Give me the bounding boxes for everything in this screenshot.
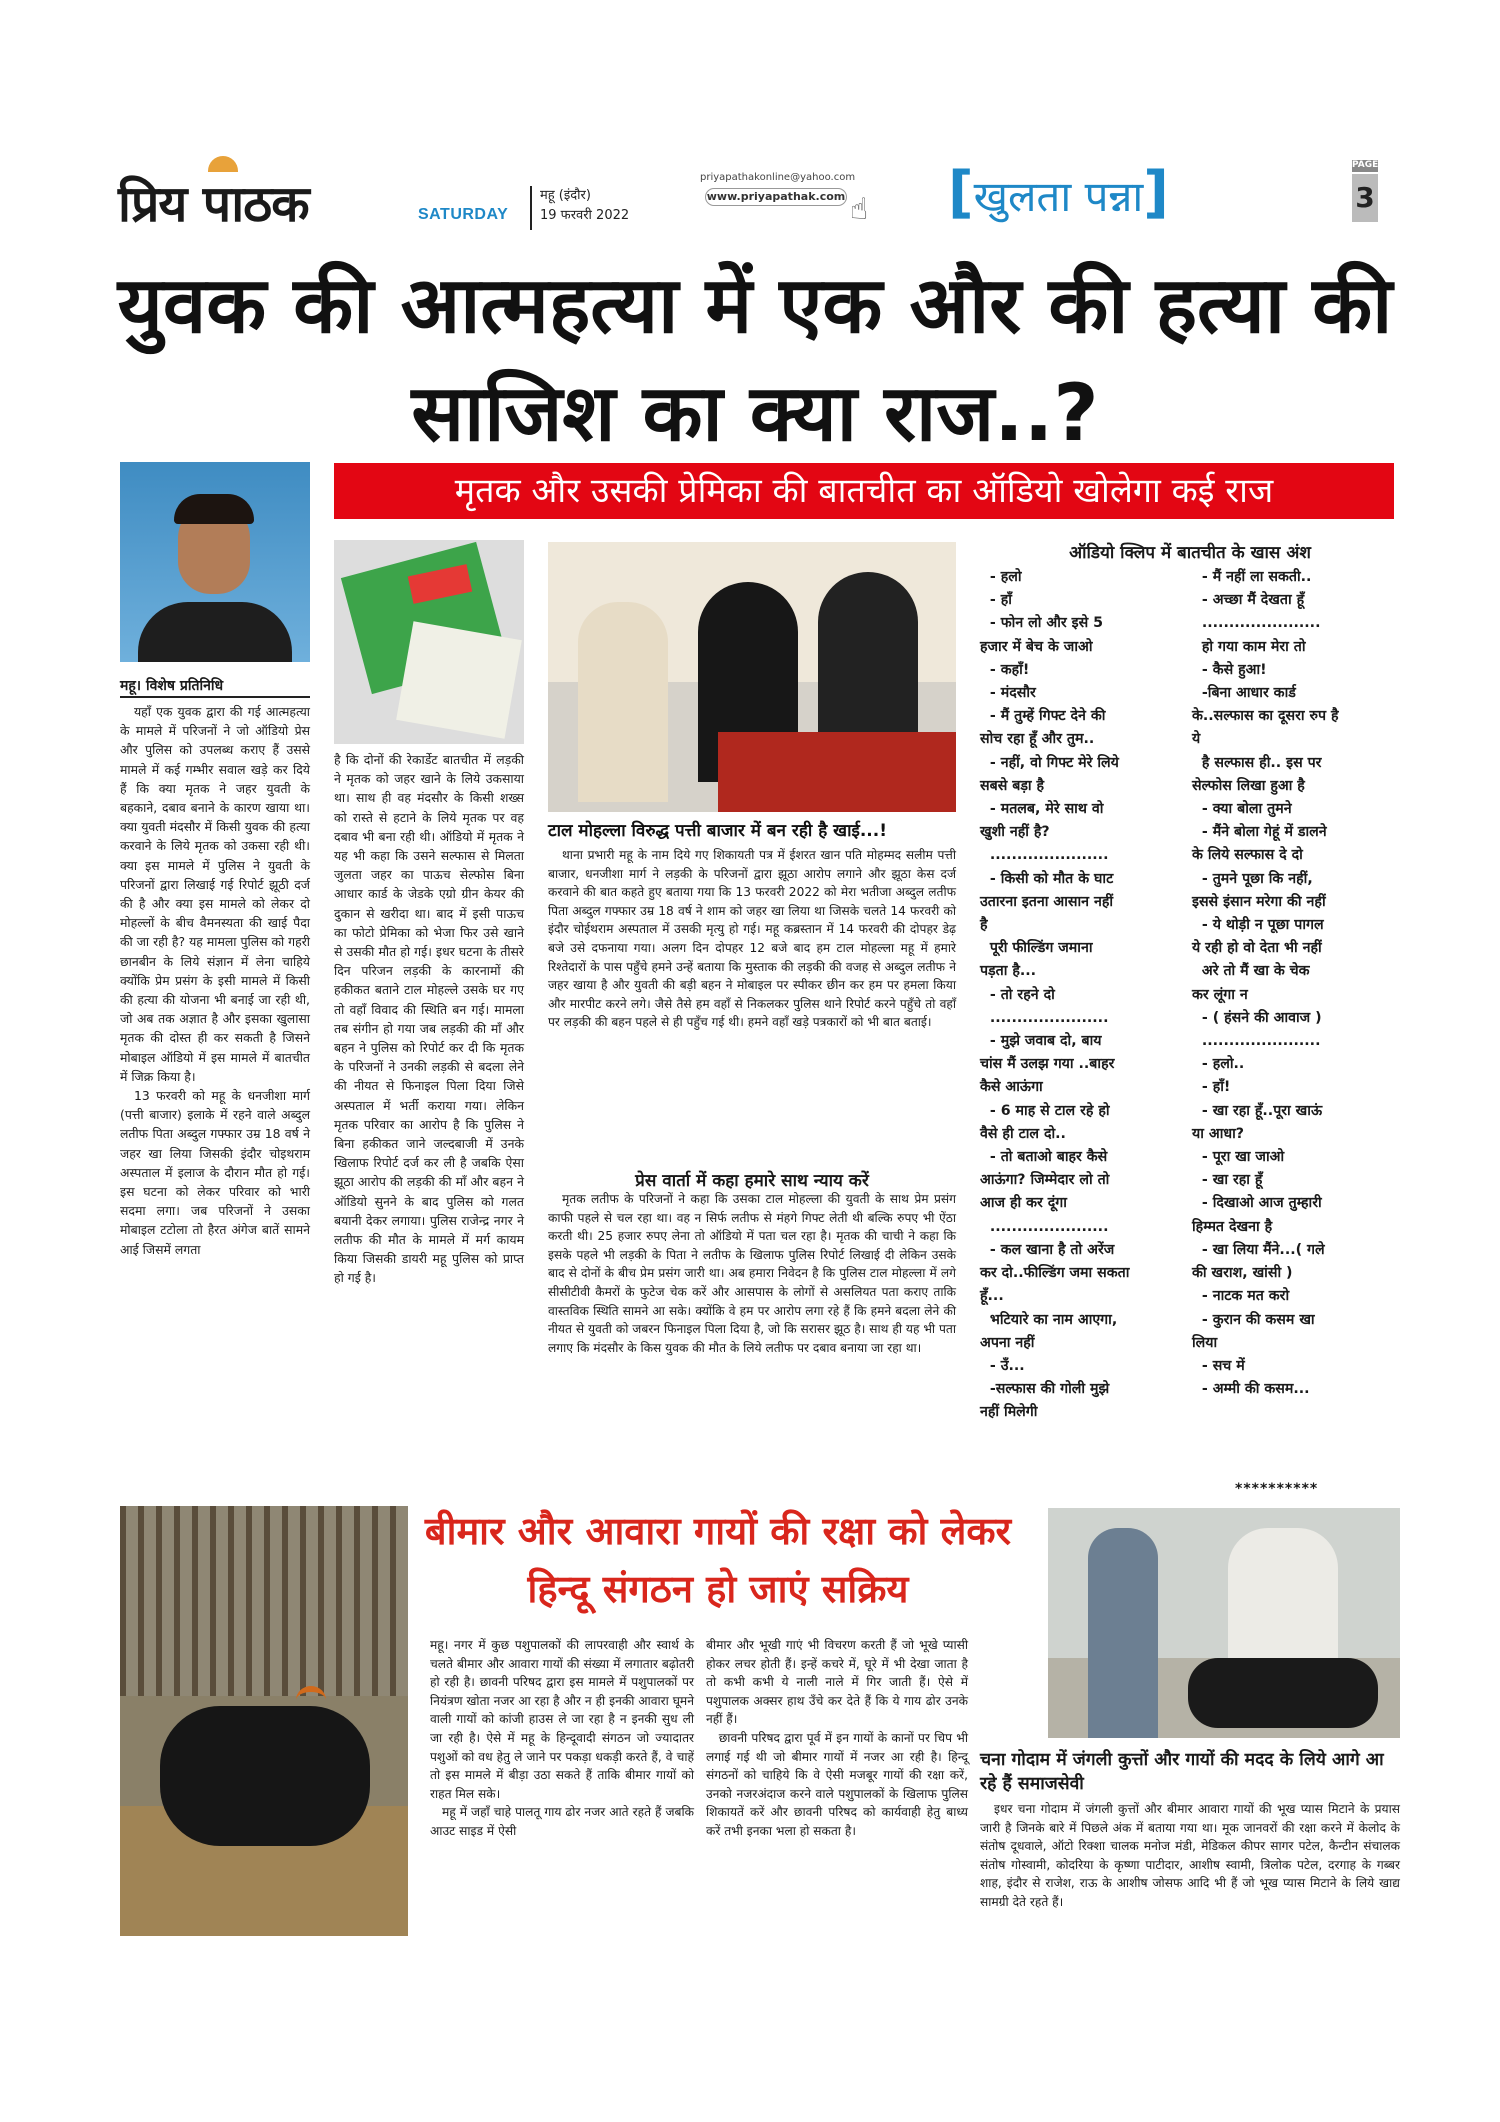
divider <box>530 186 532 230</box>
dateline <box>540 186 629 226</box>
cow-story-headline: बीमार और आवारा गायों की रक्षा को लेकर हिन्दू संगठन हो जाएं सक्रिय <box>424 1509 1012 1611</box>
photo-caption: टाल मोहल्ला विरुद्ध पत्ती बाजार में बन रही है खाई...! <box>548 821 887 841</box>
lead-subheadline: मृतक और उसकी प्रेमिका की बातचीत का ऑडियो खोलेगा कई राज <box>334 463 1394 519</box>
section-label: खुलता पन्ना <box>973 172 1144 221</box>
lead-headline: युवक की आत्महत्या में एक और की हत्या की साजिश का क्या राज..? <box>117 261 1393 459</box>
audio-clip-title: ऑडियो क्लिप में बातचीत के खास अंश <box>1069 543 1311 563</box>
lead-column-2 <box>334 750 524 1288</box>
cow-photo <box>120 1506 408 1936</box>
place: महू (इंदौर) <box>540 188 591 203</box>
paragraph: है कि दोनों की रेकार्डेट बातचीत में लड़की ने मृतक को जहर खाने के लिये उकसाया था। साथ ही वह मंदसौर के किसी शख्स को रास्ते से हटाने के लिये मृतक पर वह दबाव भी बना रही थी। ऑडियो में मृतक ने यह भी कहा कि उसने सल्फास से मिलता जुलता जहर का पाऊच सेल्फोस बिना आधार कार्ड के जेडके एग्रो ग्रीन केयर की दुकान से खरीदा था। बाद में इसी पाऊच का फोटो प्रेमिका को भेजा फिर उसे खाने से उसकी मौत हो गई। इधर घटना के तीसरे दिन परिजन लड़की के कारनामों की हकीकत बताने टाल मोहल्ले उसके घर गए तो वहाँ विवाद की स्थिति बन गई। मामला तब संगीन हो गया जब लड़की की माँ और बहन ने पुलिस को रिपोर्ट कर दी कि मृतक के परिजनों ने उनकी लड़की से बदला लेने की नीयत से फिनाइल पिला दिया जिसे अस्पताल में भर्ती कराया गया। लेकिन मृतक परिवार का आरोप है कि पुलिस ने बिना हकीकत जाने जल्दबाजी में उनके खिलाफ रिपोर्ट दर्ज कर ली है जबकि ऐसा झूठा आरोप की लड़की की माँ और बहन ने ऑडियो सुनने के बाद पुलिस को गलत बयानी देकर लगाया। पुलिस राजेन्द्र नगर ने लतीफ की मौत के मामले में मर्ग कायम किया जिसकी डायरी महू पुलिस को प्राप्त हो गई है। <box>334 752 524 1286</box>
paragraph: मृतक लतीफ के परिजनों ने कहा कि उसका टाल मोहल्ला की युवती के साथ प्रेम प्रसंग काफी पहले से चल रहा था। वह न सिर्फ लतीफ से मंहगे गिफ्ट लेती थी बल्कि रुपए भी ऐंठा करती थी। 25 हजार रुपए लेना तो ऑडियो में पता चल रहा है। मृतक की चाची ने कहा कि इसके पहले भी लड़की के पिता ने लतीफ के खिलाफ पुलिस रिपोर्ट लिखाई दी लेकिन उसके बाद से दोनों के बीच प्रेम प्रसंग जारी था। अब हमारा निवेदन है कि पुलिस टाल मोहल्ला में लगे सीसीटीवी कैमरों के फुटेज चेक करें और आसपास के लोगों से असलियत पता कराए ताकि वास्तविक स्थिति सामने आ सके। क्योंकि वे हम पर आरोप लगा रहे हैं कि हमने बदला लेने की नीयत से युवती को जबरन फिनाइल पिला दिया है, जो कि सरासर झूठ है। साथ ही यह भी पता लगाए कि मंदसौर के किस युवक की मौत के लिये लतीफ पर दबाव बनाया जा रहा था। <box>548 1192 956 1355</box>
paragraph: महू। नगर में कुछ पशुपालकों की लापरवाही और स्वार्थ के चलते बीमार और आवारा गायों की संख्या में लगातार बढ़ोतरी हो रही है। छावनी परिषद द्वारा इस मामले में पशुपालकों पर नियंत्रण खोता नजर आ रहा है और न ही इनकी आवारा घूमने वाली गायों को कांजी हाउस ले जा रहा है न इनकी सुध ली जा रही है। ऐसे में महू के हिन्दूवादी संगठन जो ज्यादातर पशुओं को वध हेतु ले जाने पर पकड़ा धकड़ी करते हैं, वे चाहें तो इस मामले में बीड़ा उठा सकते हैं ताकि बीमार गायों को राहत मिल सके। महू में जहाँ चाहे पालतू गाय ढोर नजर आते रहते हैं जबकि आउट साइड में ऐसी <box>430 1638 695 1838</box>
byline-rule <box>120 696 310 698</box>
audio-transcript-right <box>1192 566 1402 1401</box>
press-subheading: प्रेस वार्ता में कहा हमारे साथ न्याय करें <box>635 1171 869 1191</box>
poison-packet-photo <box>334 540 524 744</box>
section-tag: [खुलता पन्ना] <box>948 160 1169 225</box>
lead-column-1 <box>120 702 310 1259</box>
dog-story-headline: चना गोदाम में जंगली कुत्तों और गायों की मदद के लिये आगे आ रहे हैं समाजसेवी <box>980 1750 1384 1794</box>
paragraph: बीमार और भूखी गाएं भी विचरण करती हैं जो भूखे प्यासी होकर लचर होती हैं। इन्हें कचरे में, घूरे में भी देखा जाता है तो कभी कभी ये नाली नाले में गिर जाती हैं। ऐसे में पशुपालक अक्सर हाथ उँचे कर देते हैं कि ये गाय ढोर उनके नहीं हैं। छावनी परिषद द्वारा पूर्व में इन गायों के कानों पर चिप भी लगाई गई थी जो बीमार गायों में नजर आ रही है। हिन्दू संगठनों को चाहिये कि वे ऐसी मजबूर गायों की रक्षा करें, उनको नजरअंदाज करने वाले पशुपालकों के खिलाफ पुलिस शिकायतें करें और छावनी परिषद को कार्यवाही हेतु बाध्य करें तभी इनका भला हो सकता है। <box>706 1638 968 1838</box>
page-label: PAGE <box>1352 160 1379 170</box>
weekday: SATURDAY <box>418 206 509 223</box>
feeding-animals-photo <box>1048 1508 1400 1738</box>
newspaper-logo: प्रिय पाठक <box>118 174 309 233</box>
cow-story-column-1 <box>430 1636 694 1841</box>
transcript-text: - हलो - हाँ - फोन लो और इसे 5 हजार में बेच के जाओ - कहाँ! - मंदसौर - मैं तुम्हें गिफ्ट देने की सोच रहा हूँ और तुम.. - नहीं, वो गिफ्ट मेरे लिये सबसे बड़ा है - मतलब, मेरे साथ वो खुशी नहीं है? ...................... - किसी को मौत के घाट उतारना इतना आसान नहीं है पूरी फील्डिंग जमाना पड़ता है... - तो रहने दो ...................... - मुझे जवाब दो, बाय चांस मैं उलझ गया ..बाहर कैसे आऊंगा - 6 माह से टाल रहे हो वैसे ही टाल दो.. - तो बताओ बाहर कैसे आऊंगा? जिम्मेदार लो तो आज ही कर दूंगा ...................... - कल खाना है तो अरेंज कर दो..फील्डिंग जमा सकता हूँ... भटियारे का नाम आएगा, अपना नहीं - उँ... -सल्फास की गोली मुझे नहीं मिलेगी <box>980 569 1130 1421</box>
paragraph: यहाँ एक युवक द्वारा की गई आत्महत्या के मामले में परिजनों ने जो ऑडियो प्रेस और पुलिस को उपलब्ध कराए हैं उससे मामले में कई गम्भीर सवाल खड़े कर दिये हैं कि क्या मृतक ने जहर युवती के बहकाने, दबाव बनाने के कारण खाया था। क्या युवती मंदसौर में किसी युवक की हत्या करवाने के लिये मृतक को उकसा रही थी। क्या इस मामले में पुलिस ने युवती के परिजनों द्वारा लिखाई गई रिपोर्ट झूठी दर्ज की है और क्या इस मामले को लेकर दो मोहल्लों के बीच वैमनस्यता की खाई पैदा की जा रही है? यह मामला पुलिस को गहरी छानबीन के लिये संज्ञान में लेना चाहिये क्योंकि प्रेम प्रसंग के इसी मामले में किसी की हत्या की योजना भी बनाई जा रही थी, जो अब तक अज्ञात है और इसका खुलासा मृतक की दोस्त ही कर सकती है जिसने मोबाइल ऑडियो में इस मामले में बातचीत में जिक्र किया है। <box>120 704 310 1084</box>
dog-story-body <box>980 1800 1400 1912</box>
paragraph: इधर चना गोदाम में जंगली कुत्तों और बीमार आवारा गायों की भूख प्यास मिटाने के प्रयास जारी है जिनके बारे में पिछले अंक में बताया गया था। मूक जानवरों की रक्षा करने में केलोद के संतोष दूधवाले, ऑटो रिक्शा चालक मनोज मंडी, मेडिकल कीपर सागर पटेल, कैन्टीन संचालक संतोष गोस्वामी, कोदरिया के कृष्णा पाटीदार, आशीष स्वामी, त्रिलोक पटेल, दरगाह के गब्बर शाह, इंदौर से राजेश, राऊ के आशीष जोसफ आदि भी हैं जो भूख प्यास मिटाने के लिये खाद्य सामग्री देते रहते हैं। <box>980 1802 1400 1909</box>
page-number: 3 <box>1352 174 1378 222</box>
reporter-photo <box>120 462 310 662</box>
email[interactable]: priyapathakonline@yahoo.com <box>700 172 856 183</box>
byline: महू। विशेष प्रतिनिधि <box>120 678 224 694</box>
paragraph: 13 फरवरी को महू के धनजीशा मार्ग (पत्ती बाजार) इलाके में रहने वाले अब्दुल लतीफ पिता अब्दुल गफ्फार उम्र 18 वर्ष ने जहर खा लिया जिसकी इंदौर चोइथराम अस्पताल में इलाज के दौरान मौत हो गई। इस घटना को लेकर परिवार को भारी सदमा लगा। जब परिजनों ने उसका मोबाइल टटोला तो हैरत अंगेज बातें सामने आई जिसमें लगता <box>120 1088 310 1257</box>
paragraph: थाना प्रभारी महू के नाम दिये गए शिकायती पत्र में ईशरत खान पति मोहम्मद सलीम पत्ती बाजार, धनजीशा मार्ग ने लड़की के परिजनों द्वारा झूठा आरोप लगाने और झूठा केस दर्ज करवाने की बात कहते हुए बताया गया कि 13 फरवरी 2022 को मेरा भतीजा अब्दुल लतीफ पिता अब्दुल गफ्फार उम्र 18 वर्ष ने शाम को जहर खा लिया था जिसके चलते 14 फरवरी को इंदौर चोईथराम अस्पताल में उसकी मृत्यु हो गई। महू कब्रस्तान में 14 फरवरी की दोपहर डेढ़ बजे उसे दफनाया गया। अलग दिन दोपहर 12 बजे बाद हम टाल मोहल्ला महू में हमारे रिश्तेदारों के पास पहुँचे हमने उन्हें बताया कि मुस्ताक की लड़की की वजह से अब्दुल लतीफ ने जहर खाया है और युवती की बड़ी बहन ने मोबाइल पर स्पीकर छीन कर हम पर हमला किया और मारपीट करने लगे। जैसे तैसे हम वहाँ से निकलकर पुलिस थाने रिपोर्ट करने पहुँचे तो वहाँ पर लड़की की बहन पहले से ही पहुँच गई थी। हमने वहाँ खड़े पत्रकारों को भी बात बताई। <box>548 848 956 1030</box>
lead-column-3 <box>548 846 956 1032</box>
lead-column-3b <box>548 1190 956 1357</box>
press-conference-photo <box>548 542 956 812</box>
date: 19 फरवरी 2022 <box>540 208 630 223</box>
website-link[interactable]: www.priyapathak.com <box>705 188 847 206</box>
transcript-text: - मैं नहीं ला सकती.. - अच्छा मैं देखता हूँ ...................... हो गया काम मेरा तो - कैसे हुआ! -बिना आधार कार्ड के..सल्फास का दूसरा रुप है ये है सल्फास ही.. इस पर सेल्फोस लिखा हुआ है - क्या बोला तुमने - मैंने बोला गेहूं में डालने के लिये सल्फास दे दो - तुमने पूछा कि नहीं, इससे इंसान मरेगा की नहीं - ये थोड़ी न पूछा पागल ये रही हो वो देता भी नहीं अरे तो मैं खा के चेक कर लूंगा न - ( हंसने की आवाज ) ...................... - हलो.. - हाँ! - खा रहा हूँ..पूरा खाऊं या आधा? - पूरा खा जाओ - खा रहा हूँ - दिखाओ आज तुम्हारी हिम्मत देखना है - खा लिया मैंने...( गले की खराश, खांसी ) - नाटक मत करो - कुरान की कसम खा लिया - सच में - अम्मी की कसम... <box>1192 569 1339 1398</box>
audio-transcript-left <box>980 566 1182 1425</box>
cow-story-column-2 <box>706 1636 968 1841</box>
transcript-end-stars: ********** <box>1235 1481 1319 1497</box>
pointer-hand-icon: ☝ <box>850 192 869 227</box>
